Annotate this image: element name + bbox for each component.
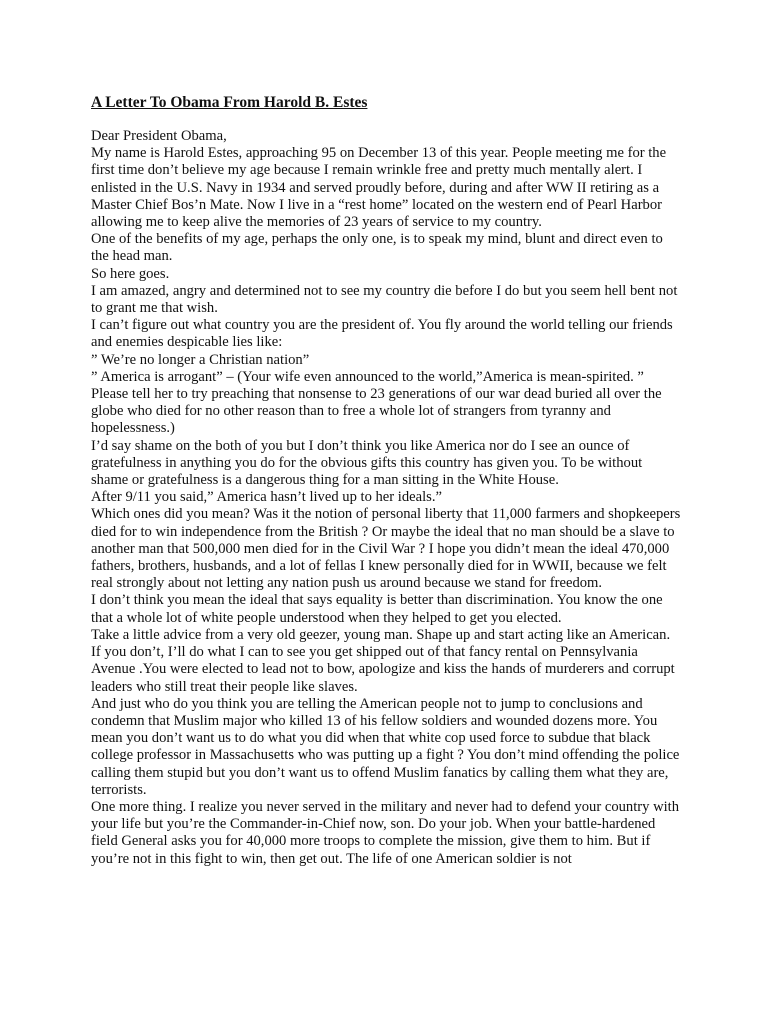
paragraph: One more thing. I realize you never served in the military and never had to defend your country with your life but you’re the Commander-in-Chief now, son. Do your job. When your battle-hardened field General asks you for 40,000 more troops to complete the mission, give them to him. But if you’re not in this fight to win, then get out. The life of one American soldier is not xyxy=(91,798,680,867)
paragraph: Take a little advice from a very old geezer, young man. Shape up and start acting like an American. If you don’t, I’ll do what I can to see you get shipped out of that fancy rental on Pennsylvania Avenue .You were elected to lead not to bow, apologize and kiss the hands of murderers and corrupt leaders who still treat their people like slaves. xyxy=(91,626,675,695)
letter-body xyxy=(91,128,683,868)
paragraph: I am amazed, angry and determined not to see my country die before I do but you seem hell bent not to grant me that wish. xyxy=(91,282,678,317)
paragraph: One of the benefits of my age, perhaps the only one, is to speak my mind, blunt and direct even to the head man. xyxy=(91,231,663,265)
paragraph: I can’t figure out what country you are the president of. You fly around the world telling our friends and enemies despicable lies like: xyxy=(91,317,673,351)
paragraph: After 9/11 you said,” America hasn’t lived up to her ideals.” xyxy=(91,489,442,506)
quote-line: ” We’re no longer a Christian nation” xyxy=(91,351,310,368)
paragraph-salutation: Dear President Obama, xyxy=(91,128,227,144)
paragraph: I don’t think you mean the ideal that says equality is better than discrimination. You know the one that a whole lot of white people understood when they helped to get you elected. xyxy=(91,592,663,626)
letter-page xyxy=(91,94,683,868)
paragraph: So here goes. xyxy=(91,265,170,282)
paragraph: I’d say shame on the both of you but I don’t think you like America nor do I see an ounce of gratefulness in anything you do for the obvious gifts this country has given you. To be without shame or gratefulness is a dangerous thing for a man sitting in the White House. xyxy=(91,437,643,489)
paragraph: My name is Harold Estes, approaching 95 on December 13 of this year. People meeting me for the first time don’t believe my age because I remain wrinkle free and pretty much mentally alert. I enlisted in the U.S. Navy in 1934 and served proudly before, during and after WW II retiring as a Master Chief Bos’n Mate. Now I live in a “rest home” located on the western end of Pearl Harbor allowing me to keep alive the memories of 23 years of service to my country. xyxy=(91,145,667,231)
paragraph: Which ones did you mean? Was it the notion of personal liberty that 11,000 farmers and shopkeepers died for to win independence from the British ? Or maybe the ideal that no man should be a slave to another man that 500,000 men died for in the Civil War ? I hope you didn’t mean the ideal 470,000 fathers, brothers, husbands, and a lot of fellas I knew personally died for in WWII, because we felt real strongly about not letting any nation push us around because we stand for freedom. xyxy=(91,506,681,592)
paragraph: And just who do you think you are telling the American people not to jump to conclusions and condemn that Muslim major who killed 13 of his fellow soldiers and wounded dozens more. You mean you don’t want us to do what you did when that white cop used force to subdue that black college professor in Massachusetts who was putting up a fight ? You don’t mind offending the police calling them stupid but you don’t want us to offend Muslim fanatics by calling them what they are, terrorists. xyxy=(91,695,680,798)
document-title: A Letter To Obama From Harold B. Estes xyxy=(91,94,368,111)
quote-line: ” America is arrogant” – (Your wife even announced to the world,”America is mean-spirited. ” Please tell her to try preaching that nonsense to 23 generations of our war dead buried all over the globe who died for no other reason than to free a whole lot of strangers from tyranny and hopelessness.) xyxy=(91,368,662,437)
